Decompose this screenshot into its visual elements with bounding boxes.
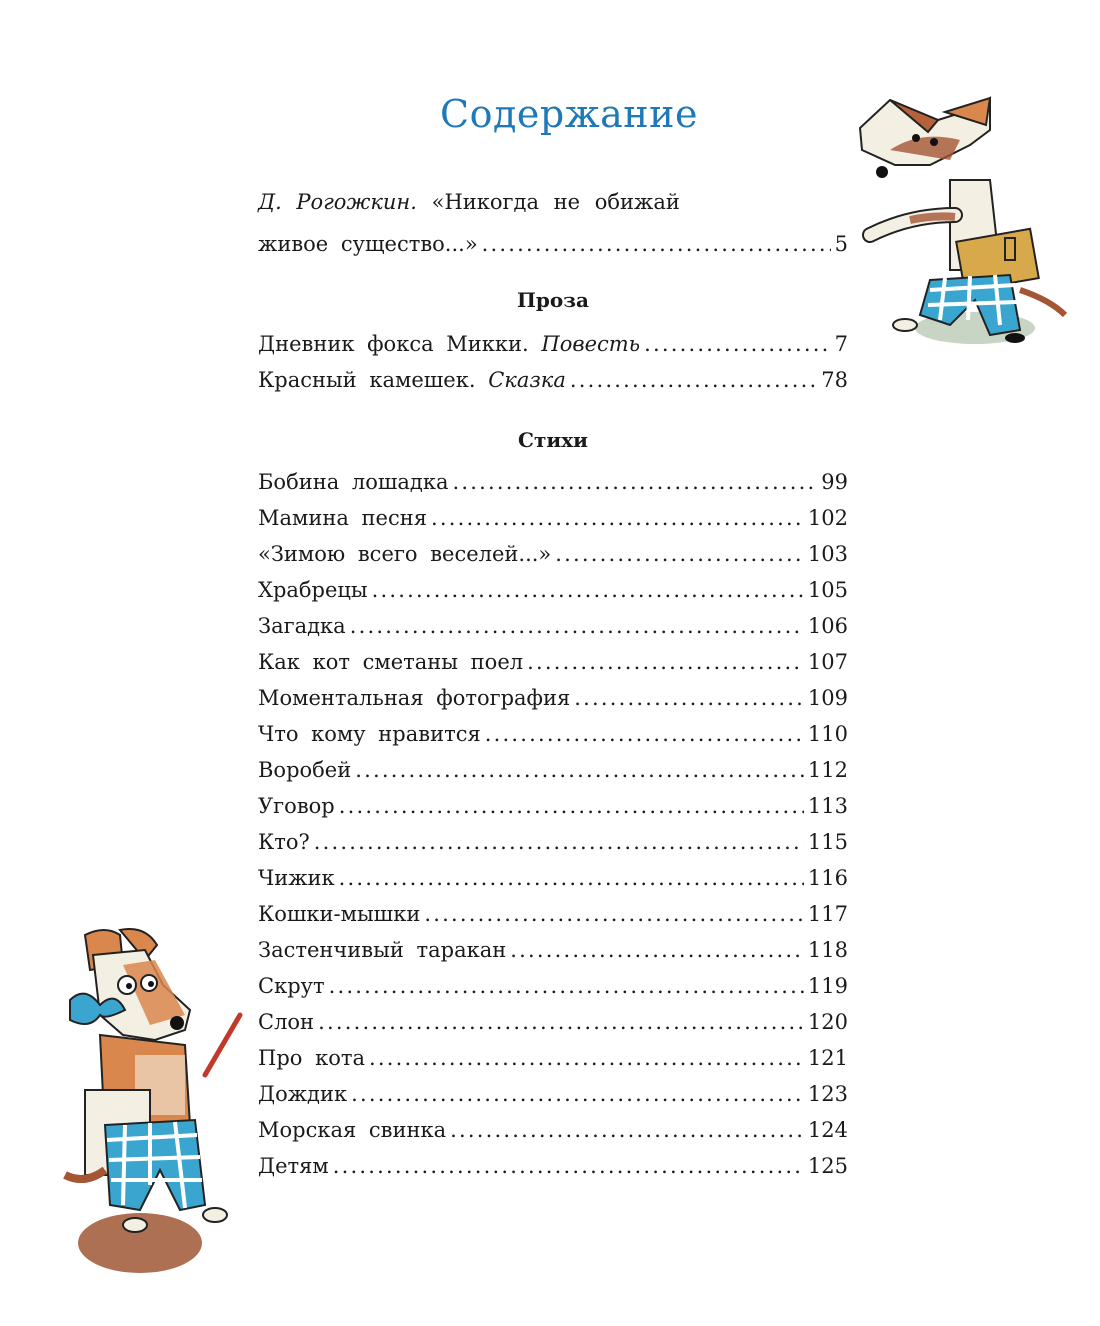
entry-page: 102 [807, 506, 848, 530]
section-heading-prose: Проза [517, 288, 589, 312]
leader-dots [453, 470, 818, 494]
entry-title: Храбрецы [258, 578, 368, 602]
leader-dots [570, 368, 817, 392]
toc-entry[interactable] [258, 1034, 848, 1070]
toc-entry[interactable] [258, 530, 848, 566]
leader-dots [355, 758, 804, 782]
leader-dots [450, 1118, 804, 1142]
entry-title: Кто? [258, 830, 310, 854]
entry-title: Мамина песня [258, 506, 427, 530]
toc-entry-intro[interactable] [258, 220, 848, 256]
entry-page: 78 [821, 368, 848, 392]
entry-title: Морская свинка [258, 1118, 447, 1142]
entry-page: 7 [834, 332, 848, 356]
entry-title: живое существо...» [258, 232, 478, 256]
entry-title: Скрут [258, 974, 325, 998]
leader-dots [644, 332, 831, 356]
dog-with-bow-illustration [45, 925, 255, 1280]
leader-dots [482, 232, 831, 256]
leader-dots [339, 866, 804, 890]
leader-dots [314, 830, 804, 854]
leader-dots [574, 686, 804, 710]
entry-title: Красный камешек. Сказка [258, 368, 566, 392]
entry-page: 118 [807, 938, 848, 962]
entry-title: Бобина лошадка [258, 470, 449, 494]
intro-title-part1: «Никогда не обижай [431, 190, 680, 214]
entry-title: Моментальная фотография [258, 686, 571, 710]
toc-entry[interactable] [258, 782, 848, 818]
leader-dots [527, 650, 804, 674]
entry-page: 124 [807, 1118, 848, 1142]
entry-title: Дождик [258, 1082, 348, 1106]
entry-page: 113 [807, 794, 848, 818]
entry-page: 125 [807, 1154, 848, 1178]
leader-dots [431, 506, 804, 530]
toc-entry[interactable] [258, 746, 848, 782]
entry-title: Застенчивый таракан [258, 938, 507, 962]
toc-entry[interactable] [258, 926, 848, 962]
dog-walking-illustration [850, 70, 1100, 350]
entry-page: 112 [807, 758, 848, 782]
leader-dots [510, 938, 804, 962]
entry-page: 110 [807, 722, 848, 746]
toc-entry[interactable] [258, 962, 848, 998]
entry-page: 123 [807, 1082, 848, 1106]
entry-page: 106 [807, 614, 848, 638]
toc-entry[interactable] [258, 320, 848, 356]
toc-entry[interactable] [258, 566, 848, 602]
toc-entry[interactable] [258, 1106, 848, 1142]
leader-dots [372, 578, 804, 602]
leader-dots [555, 542, 804, 566]
toc-entry[interactable] [258, 638, 848, 674]
leader-dots [329, 974, 804, 998]
table-of-contents [258, 190, 848, 1190]
entry-page: 107 [807, 650, 848, 674]
leader-dots [351, 1082, 804, 1106]
toc-entry[interactable] [258, 1070, 848, 1106]
entry-genre: Сказка [488, 368, 566, 392]
toc-entry[interactable] [258, 356, 848, 392]
leader-dots [339, 794, 804, 818]
entry-page: 117 [807, 902, 848, 926]
entry-page: 116 [807, 866, 848, 890]
entry-title: Слон [258, 1010, 315, 1034]
entry-title: Про кота [258, 1046, 365, 1070]
leader-dots [485, 722, 804, 746]
entry-page: 103 [807, 542, 848, 566]
page-title: Содержание [440, 92, 698, 136]
toc-entry[interactable] [258, 602, 848, 638]
leader-dots [318, 1010, 804, 1034]
toc-entry[interactable] [258, 674, 848, 710]
toc-entry[interactable] [258, 458, 848, 494]
toc-entry[interactable] [258, 818, 848, 854]
entry-page: 99 [821, 470, 848, 494]
entry-title: Дневник фокса Микки. Повесть [258, 332, 641, 356]
entry-title: Воробей [258, 758, 352, 782]
entry-page: 109 [807, 686, 848, 710]
toc-entry[interactable] [258, 890, 848, 926]
leader-dots [424, 902, 804, 926]
intro-author: Д. Рогожкин. [258, 190, 417, 214]
entry-page: 5 [834, 232, 848, 256]
entry-title: Кошки-мышки [258, 902, 421, 926]
entry-title: Чижик [258, 866, 335, 890]
entry-title: Как кот сметаны поел [258, 650, 524, 674]
leader-dots [350, 614, 804, 638]
entry-title: Что кому нравится [258, 722, 481, 746]
entry-genre: Повесть [541, 332, 641, 356]
leader-dots [369, 1046, 804, 1070]
entry-page: 115 [807, 830, 848, 854]
toc-entry[interactable] [258, 494, 848, 530]
entry-page: 121 [807, 1046, 848, 1070]
entry-title: «Зимою всего веселей...» [258, 542, 552, 566]
leader-dots [333, 1154, 804, 1178]
entry-title: Загадка [258, 614, 346, 638]
toc-entry[interactable] [258, 710, 848, 746]
toc-entry[interactable] [258, 998, 848, 1034]
entry-page: 105 [807, 578, 848, 602]
intro-line-1 [258, 190, 680, 214]
toc-entry[interactable] [258, 854, 848, 890]
entry-title: Детям [258, 1154, 329, 1178]
entry-page: 120 [807, 1010, 848, 1034]
entry-page: 119 [807, 974, 848, 998]
entry-title: Уговор [258, 794, 335, 818]
section-heading-poems: Стихи [518, 428, 588, 452]
toc-entry[interactable] [258, 1142, 848, 1178]
